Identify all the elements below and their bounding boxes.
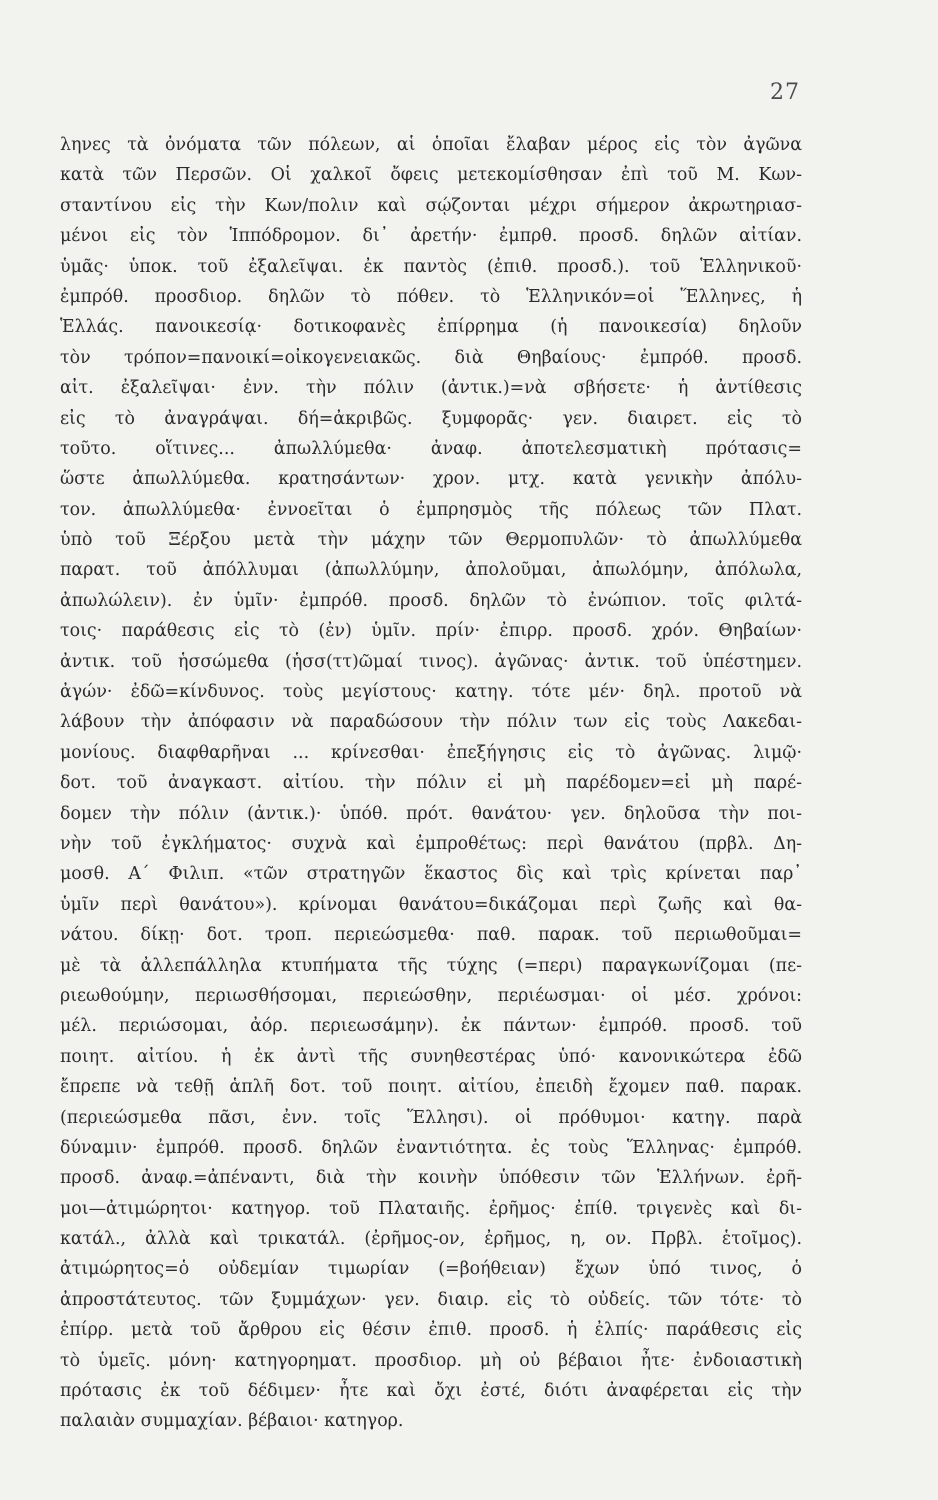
text-line: πρότασις ἐκ τοῦ δέδιμεν· ἦτε καὶ ὄχι ἐστέ, διότι ἀναφέρεται εἰς τὴν (60, 1381, 802, 1402)
text-line: ὑμᾶς· ὑποκ. τοῦ ἐξαλεῖψαι. ἐκ παντὸς (ἐπιθ. προσδ.). τοῦ Ἑλληνικοῦ· (60, 256, 802, 277)
text-line: νὴν τοῦ ἐγκλήματος· συχνὰ καὶ ἐμπροθέτως: περὶ θανάτου (πρβλ. Δη- (60, 833, 802, 854)
text-line: λάβουν τὴν ἀπόφασιν νὰ παραδώσουν τὴν πόλιν των εἰς τοὺς Λακεδαι- (60, 712, 802, 733)
text-line: ὑπὸ τοῦ Ξέρξου μετὰ τὴν μάχην τῶν Θερμοπυλῶν· τὸ ἀπωλλύμεθα (60, 530, 802, 551)
text-line: ὑμῖν περὶ θανάτου»). κρίνομαι θανάτου=δικάζομαι περὶ ζωῆς καὶ θα- (60, 894, 802, 915)
text-line: Ἑλλάς. πανοικεσίᾳ· δοτικοφανὲς ἐπίρρημα (ἡ πανοικεσία) δηλοῦν (60, 317, 802, 338)
text-line: μέλ. περιώσομαι, ἀόρ. περιεωσάμην). ἐκ πάντων· ἐμπρόθ. προσδ. τοῦ (60, 1016, 802, 1037)
text-line: παρατ. τοῦ ἀπόλλυμαι (ἀπωλλύμην, ἀπολοῦμαι, ἀπωλόμην, ἀπόλωλα, (60, 560, 802, 581)
text-line: εἰς τὸ ἀναγράψαι. δή=ἀκριβῶς. ξυμφορᾶς· γεν. διαιρετ. εἰς τὸ (60, 408, 802, 429)
text-line: μὲ τὰ ἀλλεπάλληλα κτυπήματα τῆς τύχης (=περι) παραγκωνίζομαι (πε- (60, 955, 802, 976)
text-line: αἰτ. ἐξαλεῖψαι· ἐνν. τὴν πόλιν (ἀντικ.)=νὰ σβήσετε· ἡ ἀντίθεσις (60, 378, 802, 399)
text-line: δύναμιν· ἐμπρόθ. προσδ. δηλῶν ἐναντιότητα. ἐς τοὺς Ἕλληνας· ἐμπρόθ. (60, 1137, 802, 1158)
text-line: δοτ. τοῦ ἀναγκαστ. αἰτίου. τὴν πόλιν εἰ μὴ παρέδομεν=εἰ μὴ παρέ- (60, 773, 802, 794)
text-line: τὸ ὑμεῖς. μόνη· κατηγορηματ. προσδιορ. μὴ οὐ βέβαιοι ἦτε· ἐνδοιαστικὴ (60, 1350, 802, 1371)
text-line: νάτου. δίκῃ· δοτ. τροπ. περιεώσμεθα· παθ. παρακ. τοῦ περιωθοῦμαι= (60, 925, 802, 946)
text-line: ποιητ. αἰτίου. ἡ ἐκ ἀντὶ τῆς συνηθεστέρας ὑπό· κανονικώτερα ἐδῶ (60, 1046, 802, 1067)
text-line: σταντίνου εἰς τὴν Κων/πολιν καὶ σῴζονται μέχρι σήμερον ἀκρωτηριασ- (60, 195, 802, 216)
text-line: μοσθ. Α´ Φιλιπ. «τῶν στρατηγῶν ἕκαστος δὶς καὶ τρὶς κρίνεται παρ᾿ (60, 864, 802, 885)
text-line: ἀπωλώλειν). ἐν ὑμῖν· ἐμπρόθ. προσδ. δηλῶν τὸ ἐνώπιον. τοῖς φιλτά- (60, 590, 802, 611)
text-line: προσδ. ἀναφ.=ἀπέναντι, διὰ τὴν κοινὴν ὑπόθεσιν τῶν Ἑλλήνων. ἐρῆ- (60, 1168, 802, 1189)
text-line: τὸν τρόπον=πανοικί=οἰκογενειακῶς. διὰ Θηβαίους· ἐμπρόθ. προσδ. (60, 347, 802, 368)
text-line: ληνες τὰ ὀνόματα τῶν πόλεων, αἱ ὁποῖαι ἔλαβαν μέρος εἰς τὸν ἀγῶνα (60, 135, 802, 155)
text-line: μοι—ἀτιμώρητοι· κατηγορ. τοῦ Πλαταιῆς. ἐρῆμος· ἐπίθ. τριγενὲς καὶ δι- (60, 1198, 802, 1219)
text-line: (περιεώσμεθα πᾶσι, ἐνν. τοῖς Ἕλλησι). οἱ πρόθυμοι· κατηγ. παρὰ (60, 1107, 802, 1128)
text-line: ἐπίρρ. μετὰ τοῦ ἄρθρου εἰς θέσιν ἐπιθ. προσδ. ἡ ἐλπίς· παράθεσις εἰς (60, 1320, 802, 1341)
text-line: τοῦτο. οἵτινες... ἀπωλλύμεθα· ἀναφ. ἀποτελεσματικὴ πρότασις= (60, 438, 802, 459)
commentary-text (60, 130, 802, 1437)
text-line: κατὰ τῶν Περσῶν. Οἱ χαλκοῖ ὄφεις μετεκομίσθησαν ἐπὶ τοῦ Μ. Κων- (60, 165, 802, 186)
text-line: τον. ἀπωλλύμεθα· ἐννοεῖται ὁ ἐμπρησμὸς τῆς πόλεως τῶν Πλατ. (60, 499, 802, 520)
text-line: ἀντικ. τοῦ ἡσσώμεθα (ἡσσ(ττ)ῶμαί τινος). ἀγῶνας· ἀντικ. τοῦ ὑπέστημεν. (60, 651, 802, 672)
text-line: ἔπρεπε νὰ τεθῇ ἁπλῆ δοτ. τοῦ ποιητ. αἰτίου, ἐπειδὴ ἔχομεν παθ. παρακ. (60, 1077, 802, 1098)
text-line: ἀτιμώρητος=ὁ οὐδεμίαν τιμωρίαν (=βοήθειαν) ἔχων ὑπό τινος, ὁ (60, 1259, 802, 1280)
text-line: ὥστε ἀπωλλύμεθα. κρατησάντων· χρον. μτχ. κατὰ γενικὴν ἀπόλυ- (60, 469, 802, 490)
text-line: ἐμπρόθ. προσδιορ. δηλῶν τὸ πόθεν. τὸ Ἑλληνικόν=οἱ Ἕλληνες, ἡ (60, 286, 802, 307)
text-line: ριεωθούμην, περιωσθήσομαι, περιεώσθην, περιέωσμαι· οἱ μέσ. χρόνοι: (60, 985, 802, 1006)
text-line: δομεν τὴν πόλιν (ἀντικ.)· ὑπόθ. πρότ. θανάτου· γεν. δηλοῦσα τὴν ποι- (60, 803, 802, 824)
text-line: ἀγών· ἐδῶ=κίνδυνος. τοὺς μεγίστους· κατηγ. τότε μέν· δηλ. προτοῦ νὰ (60, 682, 802, 703)
page-number: 27 (770, 80, 800, 105)
text-line: ἀπροστάτευτος. τῶν ξυμμάχων· γεν. διαιρ. εἰς τὸ οὐδείς. τῶν τότε· τὸ (60, 1289, 802, 1310)
text-line: μένοι εἰς τὸν Ἱππόδρομον. δι᾿ ἀρετήν· ἐμπρθ. προσδ. δηλῶν αἰτίαν. (60, 226, 802, 247)
text-line: μονίους. διαφθαρῆναι ... κρίνεσθαι· ἐπεξήγησις εἰς τὸ ἀγῶνας. λιμῷ· (60, 742, 802, 763)
text-line: τοις· παράθεσις εἰς τὸ (ἐν) ὑμῖν. πρίν· ἐπιρρ. προσδ. χρόν. Θηβαίων· (60, 621, 802, 642)
text-line: παλαιὰν συμμαχίαν. βέβαιοι· κατηγορ. (60, 1411, 404, 1432)
text-line: κατάλ., ἀλλὰ καὶ τρικατάλ. (ἐρῆμος-ον, ἐρῆμος, η, ον. Πρβλ. ἑτοῖμος). (60, 1229, 802, 1250)
